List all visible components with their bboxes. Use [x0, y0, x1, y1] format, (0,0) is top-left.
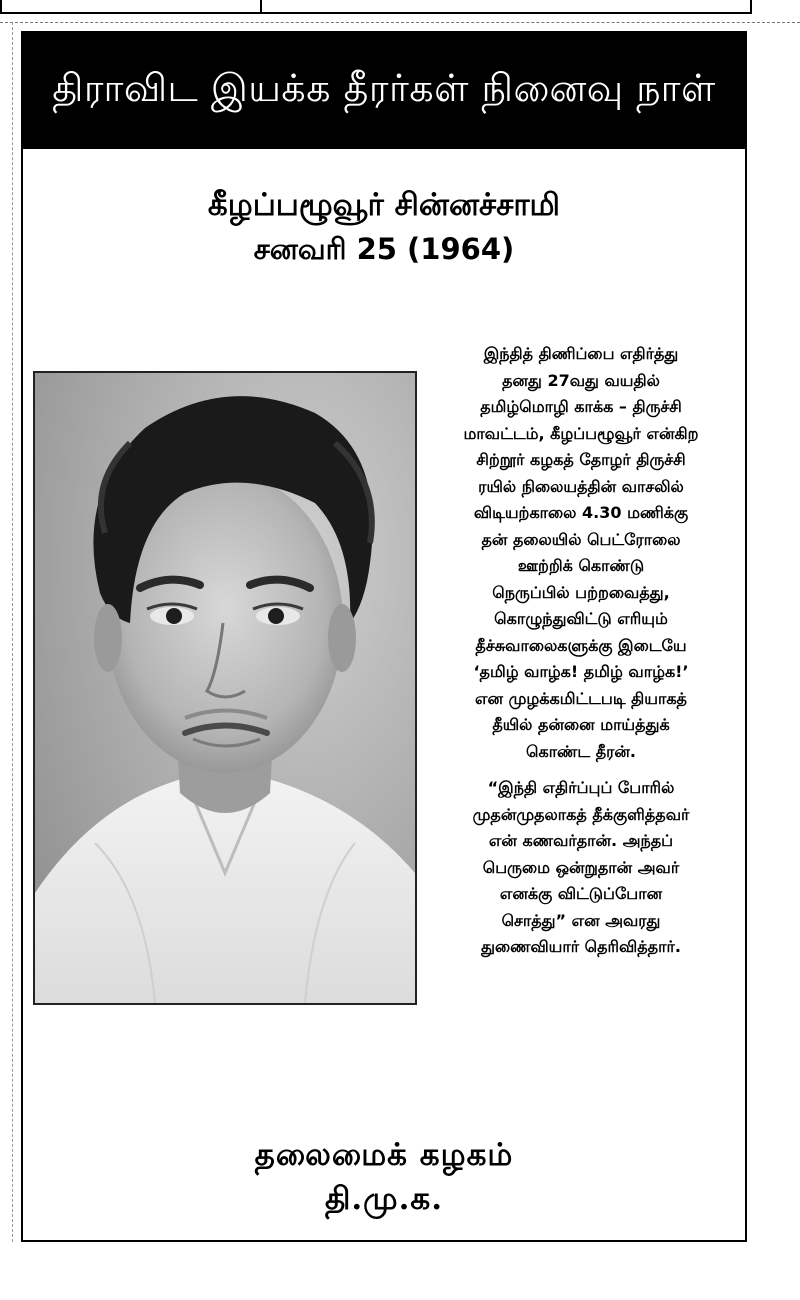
biography-paragraph-2 — [416, 775, 746, 961]
portrait-photo — [33, 371, 417, 1005]
bio-line: தீச்சுவாலைகளுக்கு இடையே — [475, 635, 687, 655]
bio-line: முதன்முதலாகத் தீக்குளித்தவர் — [472, 804, 690, 824]
bio-line: கொழுந்துவிட்டு எரியும் — [494, 609, 668, 628]
bio-line: சொத்து” என அவரது — [501, 910, 661, 930]
bio-line: எனக்கு விட்டுப்போன — [499, 884, 663, 903]
footer-organization: தலைமைக் கழகம் — [254, 1137, 514, 1173]
bio-line: என் கணவர்தான். அந்தப் — [488, 831, 674, 850]
portrait-illustration — [35, 373, 415, 1003]
bio-line: ஊற்றிக் கொண்டு — [517, 556, 645, 575]
person-name: கீழப்பழூவூர் சின்னச்சாமி — [207, 187, 561, 223]
memorial-notice — [21, 31, 747, 1242]
column-divider — [260, 0, 262, 12]
bio-line: தமிழ்மொழி காக்க – திருச்சி — [480, 397, 682, 416]
bio-line: கொண்ட தீரன். — [526, 741, 636, 761]
bio-line: மாவட்டம், கீழப்பழூவூர் என்கிற — [463, 423, 699, 443]
biography-paragraph-1 — [416, 341, 746, 765]
bio-line: தன் தலையில் பெட்ரோலை — [481, 529, 681, 549]
biography-text — [416, 341, 746, 971]
bio-line: ‘தமிழ் வாழ்க! தமிழ் வாழ்க!’ — [473, 662, 689, 681]
bio-line: என முழக்கமிட்டபடி தியாகத் — [475, 688, 687, 708]
person-heading — [23, 183, 745, 271]
banner-title: திராவிட இயக்க தீரர்கள் நினைவு நாள் — [52, 66, 716, 110]
notice-footer — [23, 1133, 745, 1221]
bio-line: சிற்றூர் கழகத் தோழர் திருச்சி — [476, 450, 686, 469]
person-date: சனவரி 25 (1964) — [253, 232, 515, 266]
neighbour-article-strip — [0, 0, 752, 14]
bio-line: பெருமை ஒன்றுதான் அவர் — [482, 857, 680, 877]
bio-line: தீயில் தன்னை மாய்த்துக் — [492, 715, 670, 734]
bio-line: இந்தித் திணிப்பை எதிர்த்து — [483, 344, 679, 363]
bio-line: தனது 27வது வயதில் — [502, 370, 660, 390]
bio-line: நெருப்பில் பற்றவைத்து, — [492, 582, 670, 602]
bio-line: “இந்தி எதிர்ப்புப் போரில் — [487, 778, 675, 797]
footer-party-name: தி.மு.க. — [324, 1181, 444, 1217]
notice-banner — [23, 33, 745, 149]
bio-line: துணைவியார் தெரிவித்தார். — [481, 937, 681, 956]
bio-line: விடியற்காலை 4.30 மணிக்கு — [473, 503, 689, 522]
bio-line: ரயில் நிலையத்தின் வாசலில் — [478, 476, 684, 496]
dotted-rule — [0, 22, 800, 23]
neighbour-column-edge — [0, 22, 13, 1242]
